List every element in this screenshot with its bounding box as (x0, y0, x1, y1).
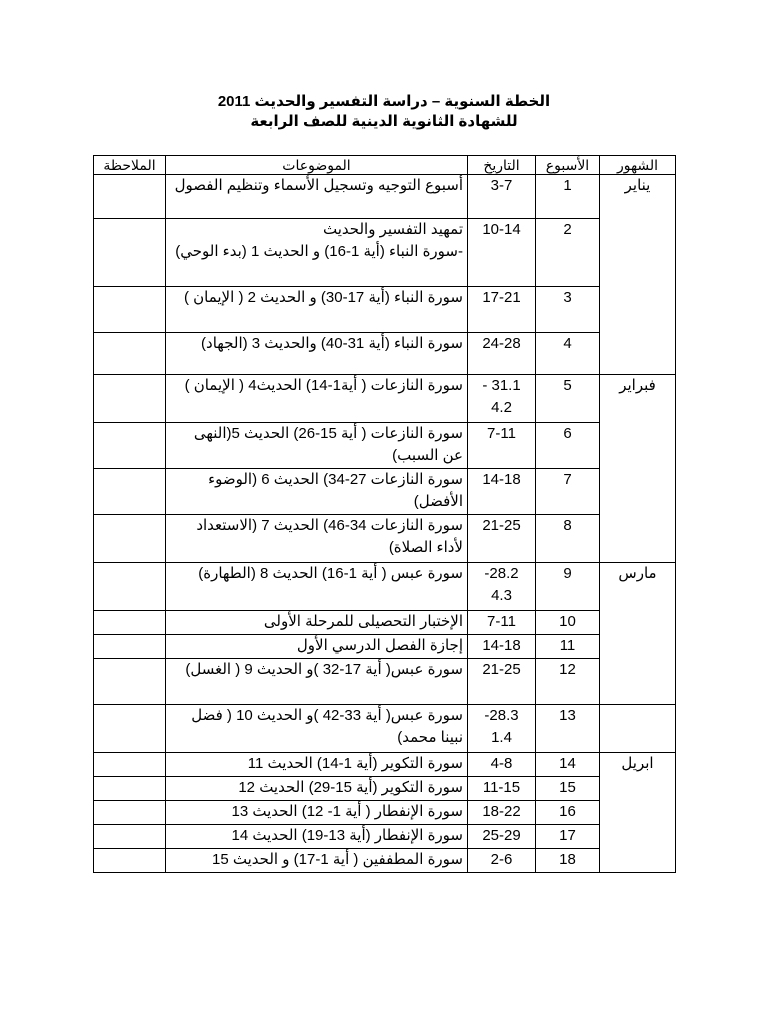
table-row (94, 777, 676, 801)
topic-cell: تمهيد التفسير والحديث -سورة النباء (أية 1-16) و الحديث 1 (بدء الوحي) (166, 219, 468, 287)
note-cell (94, 287, 166, 333)
note-cell (94, 825, 166, 849)
title-line-2: للشهادة الثانوية الدينية للصف الرابعة (250, 113, 518, 130)
week-cell: 8 (536, 515, 600, 563)
table-row (94, 469, 676, 515)
topic-cell: سورة عبس ( أية 1-16) الحديث 8 (الطهارة) (166, 563, 468, 611)
note-cell (94, 423, 166, 469)
topic-cell: أسبوع التوجيه وتسجيل الأسماء وتنظيم الفصول (166, 175, 468, 219)
note-cell (94, 659, 166, 705)
date-cell: 28.2- 4.3 (468, 563, 536, 611)
date-cell: 18-22 (468, 801, 536, 825)
week-cell: 6 (536, 423, 600, 469)
topic-cell: سورة الإنفطار (أية 13-19) الحديث 14 (166, 825, 468, 849)
week-cell: 4 (536, 333, 600, 375)
topic-cell: سورة النازعات 34-46) الحديث 7 (الاستعداد لأداء الصلاة) (166, 515, 468, 563)
topic-cell: سورة التكوير (أية 1-14) الحديث 11 (166, 753, 468, 777)
date-cell: 25-29 (468, 825, 536, 849)
date-cell: 7-11 (468, 611, 536, 635)
note-cell (94, 219, 166, 287)
date-cell: 2-6 (468, 849, 536, 873)
date-cell: 21-25 (468, 515, 536, 563)
note-cell (94, 611, 166, 635)
note-cell (94, 635, 166, 659)
note-cell (94, 849, 166, 873)
date-cell: 7-11 (468, 423, 536, 469)
table-header-row (94, 156, 676, 175)
week-cell: 2 (536, 219, 600, 287)
week-cell: 1 (536, 175, 600, 219)
table-row (94, 219, 676, 287)
table-row (94, 825, 676, 849)
month-cell: فبراير (600, 375, 676, 563)
table-row (94, 849, 676, 873)
table-row (94, 563, 676, 611)
table-row (94, 801, 676, 825)
table-row (94, 423, 676, 469)
annual-plan-table (93, 155, 676, 873)
note-cell (94, 705, 166, 753)
week-cell: 7 (536, 469, 600, 515)
topic-cell: سورة عبس( أية 17-32 )و الحديث 9 ( الغسل) (166, 659, 468, 705)
month-cell: مارس (600, 563, 676, 705)
date-cell: 14-18 (468, 469, 536, 515)
date-cell: 21-25 (468, 659, 536, 705)
month-cell: ابريل (600, 753, 676, 873)
table-row (94, 333, 676, 375)
topic-cell: إجازة الفصل الدرسي الأول (166, 635, 468, 659)
note-cell (94, 469, 166, 515)
date-cell: 10-14 (468, 219, 536, 287)
table-row (94, 287, 676, 333)
table-row (94, 375, 676, 423)
date-cell: 24-28 (468, 333, 536, 375)
document-title (0, 92, 768, 132)
table-row (94, 611, 676, 635)
month-cell: يناير (600, 175, 676, 375)
table-body (94, 175, 676, 873)
note-cell (94, 753, 166, 777)
note-cell (94, 175, 166, 219)
topic-cell: الإختبار التحصيلى للمرحلة الأولى (166, 611, 468, 635)
week-cell: 10 (536, 611, 600, 635)
table-row (94, 515, 676, 563)
note-cell (94, 563, 166, 611)
col-header-note: الملاحظة (94, 156, 166, 175)
table-row (94, 175, 676, 219)
col-header-month: الشهور (600, 156, 676, 175)
topic-cell: سورة التكوير (أية 15-29) الحديث 12 (166, 777, 468, 801)
week-cell: 5 (536, 375, 600, 423)
week-cell: 15 (536, 777, 600, 801)
date-cell: 14-18 (468, 635, 536, 659)
col-header-date: التاريخ (468, 156, 536, 175)
topic-cell: سورة النباء (أية 31-40) والحديث 3 (الجهاد) (166, 333, 468, 375)
table-row (94, 659, 676, 705)
week-cell: 18 (536, 849, 600, 873)
week-cell: 17 (536, 825, 600, 849)
note-cell (94, 375, 166, 423)
topic-cell: سورة عبس( أية 33-42 )و الحديث 10 ( فضل نبينا محمد) (166, 705, 468, 753)
topic-cell: سورة النباء (أية 17-30) و الحديث 2 ( الإيمان ) (166, 287, 468, 333)
week-cell: 16 (536, 801, 600, 825)
date-cell: 31.1 - 4.2 (468, 375, 536, 423)
topic-cell: سورة النازعات 27-34) الحديث 6 (الوضوء الأفضل) (166, 469, 468, 515)
date-cell: 28.3- 1.4 (468, 705, 536, 753)
week-cell: 13 (536, 705, 600, 753)
date-cell: 3-7 (468, 175, 536, 219)
topic-cell: سورة الإنفطار ( أية 1- 12) الحديث 13 (166, 801, 468, 825)
week-cell: 11 (536, 635, 600, 659)
col-header-week: الأسبوع (536, 156, 600, 175)
col-header-topic: الموضوعات (166, 156, 468, 175)
note-cell (94, 801, 166, 825)
table-row (94, 753, 676, 777)
date-cell: 11-15 (468, 777, 536, 801)
topic-cell: سورة النازعات ( أية 15-26) الحديث 5(النهى عن السبب) (166, 423, 468, 469)
week-cell: 3 (536, 287, 600, 333)
topic-cell: سورة النازعات ( أية1-14) الحديث4 ( الإيمان ) (166, 375, 468, 423)
week-cell: 12 (536, 659, 600, 705)
note-cell (94, 515, 166, 563)
date-cell: 17-21 (468, 287, 536, 333)
table-row (94, 635, 676, 659)
topic-cell: سورة المطففين ( أية 1-17) و الحديث 15 (166, 849, 468, 873)
note-cell (94, 333, 166, 375)
month-cell (600, 705, 676, 753)
week-cell: 14 (536, 753, 600, 777)
table-row (94, 705, 676, 753)
title-line-1: الخطة السنوية – دراسة التفسير والحديث 2011 (217, 93, 551, 110)
week-cell: 9 (536, 563, 600, 611)
note-cell (94, 777, 166, 801)
date-cell: 4-8 (468, 753, 536, 777)
